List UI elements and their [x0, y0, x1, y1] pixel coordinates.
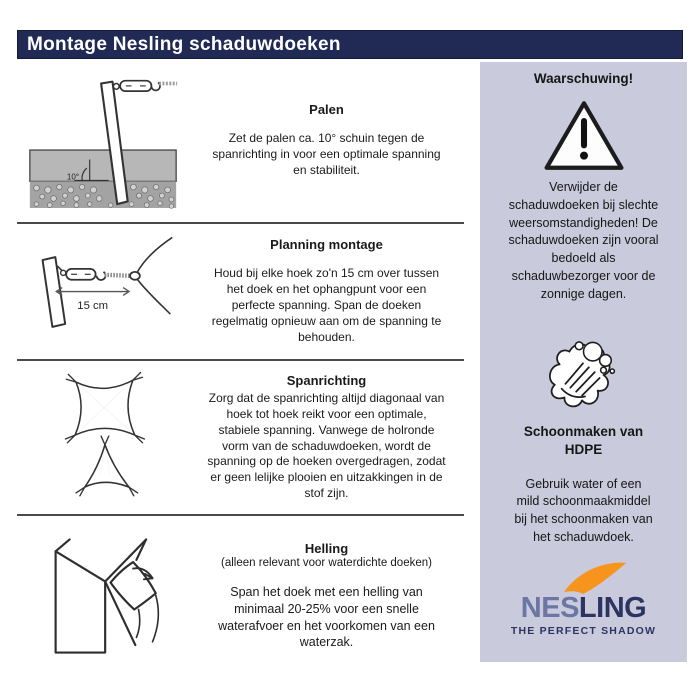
- section-title: Planning montage: [270, 237, 383, 253]
- logo-wordmark: [480, 591, 687, 624]
- hand-wash-icon: [544, 339, 624, 415]
- section-body: Houd bij elke hoek zo'n 15 cm over tussen het doek en het ophangpunt voor een perfecte spanning. Span de doeken regelmatig opnieuw aan om de spanning te behouden.: [211, 266, 442, 344]
- warning-triangle-icon: [541, 97, 627, 175]
- section-palen-text: [189, 102, 464, 179]
- warning-title: Waarschuwing!: [533, 71, 634, 86]
- section-title: Palen: [309, 102, 344, 118]
- sloped-sail-sketch-icon: [33, 534, 173, 658]
- section-title: Helling: [304, 541, 349, 557]
- section-body: Span het doek met een helling van minimaal 20-25% voor een snelle waterafvoer en het voorkomen van een waterzak.: [218, 585, 435, 650]
- logo-part2: LING: [578, 591, 647, 624]
- section-spanrichting-text: [189, 373, 464, 503]
- section-spanrichting: [17, 359, 464, 514]
- angle-label: 10°: [66, 171, 80, 181]
- section-planning-text: [189, 237, 464, 346]
- cleaning-body: Gebruik water of een mild schoonmaakmiddel bij het schoonmaken van het schaduwdoek.: [514, 476, 653, 544]
- section-body: Zet de palen ca. 10° schuin tegen de spanrichting in voor een optimale spanning en stabiliteit.: [212, 131, 441, 177]
- square-triangle-sails-icon: [50, 365, 156, 511]
- sidebar-panel: [480, 62, 687, 662]
- slope-drainage-illustration: [17, 534, 189, 658]
- instruction-sections: [17, 59, 464, 676]
- section-planning-montage: [17, 222, 464, 359]
- page-title-bar: [17, 30, 683, 59]
- section-body: Zorg dat de spanrichting altijd diagonaal van hoek tot hoek reikt voor een optimale, stabiele spanning. Vanwege de holronde vorm van de schaduwdoeken, wordt de spanning op de hoeken overgedragen, zodat er geen lelijke plooien en uitzakkingen in de stof zijn.: [207, 390, 446, 501]
- orange-sail-icon: [563, 560, 629, 596]
- tilted-pole-icon: [27, 72, 179, 210]
- section-title: Spanrichting: [286, 372, 367, 388]
- cleaning-title: Schoonmaken van HDPE: [523, 424, 644, 458]
- pole-in-ground-illustration: [17, 72, 189, 210]
- tensioner-distance-illustration: [17, 235, 189, 349]
- nesling-logo: [480, 560, 687, 637]
- shade-sail-shapes-illustration: [17, 365, 189, 511]
- section-subtitle: (alleen relevant voor waterdichte doeken): [221, 557, 432, 570]
- logo-tagline: THE PERFECT SHADOW: [510, 624, 657, 637]
- section-helling-text: [189, 541, 464, 651]
- logo-part1: NES: [520, 591, 579, 624]
- warning-body: Verwijder de schaduwdoeken bij slechte weersomstandigheden! De schaduwdoeken zijn vooral bedoeld als schaduwbezorger voor de zonnige dagen.: [508, 180, 659, 301]
- pole-turnbuckle-sail-icon: [17, 235, 189, 349]
- distance-label: 15 cm: [77, 299, 109, 312]
- section-helling: [17, 514, 464, 676]
- page-title: Montage Nesling schaduwdoeken: [27, 34, 341, 55]
- section-palen: [17, 59, 464, 222]
